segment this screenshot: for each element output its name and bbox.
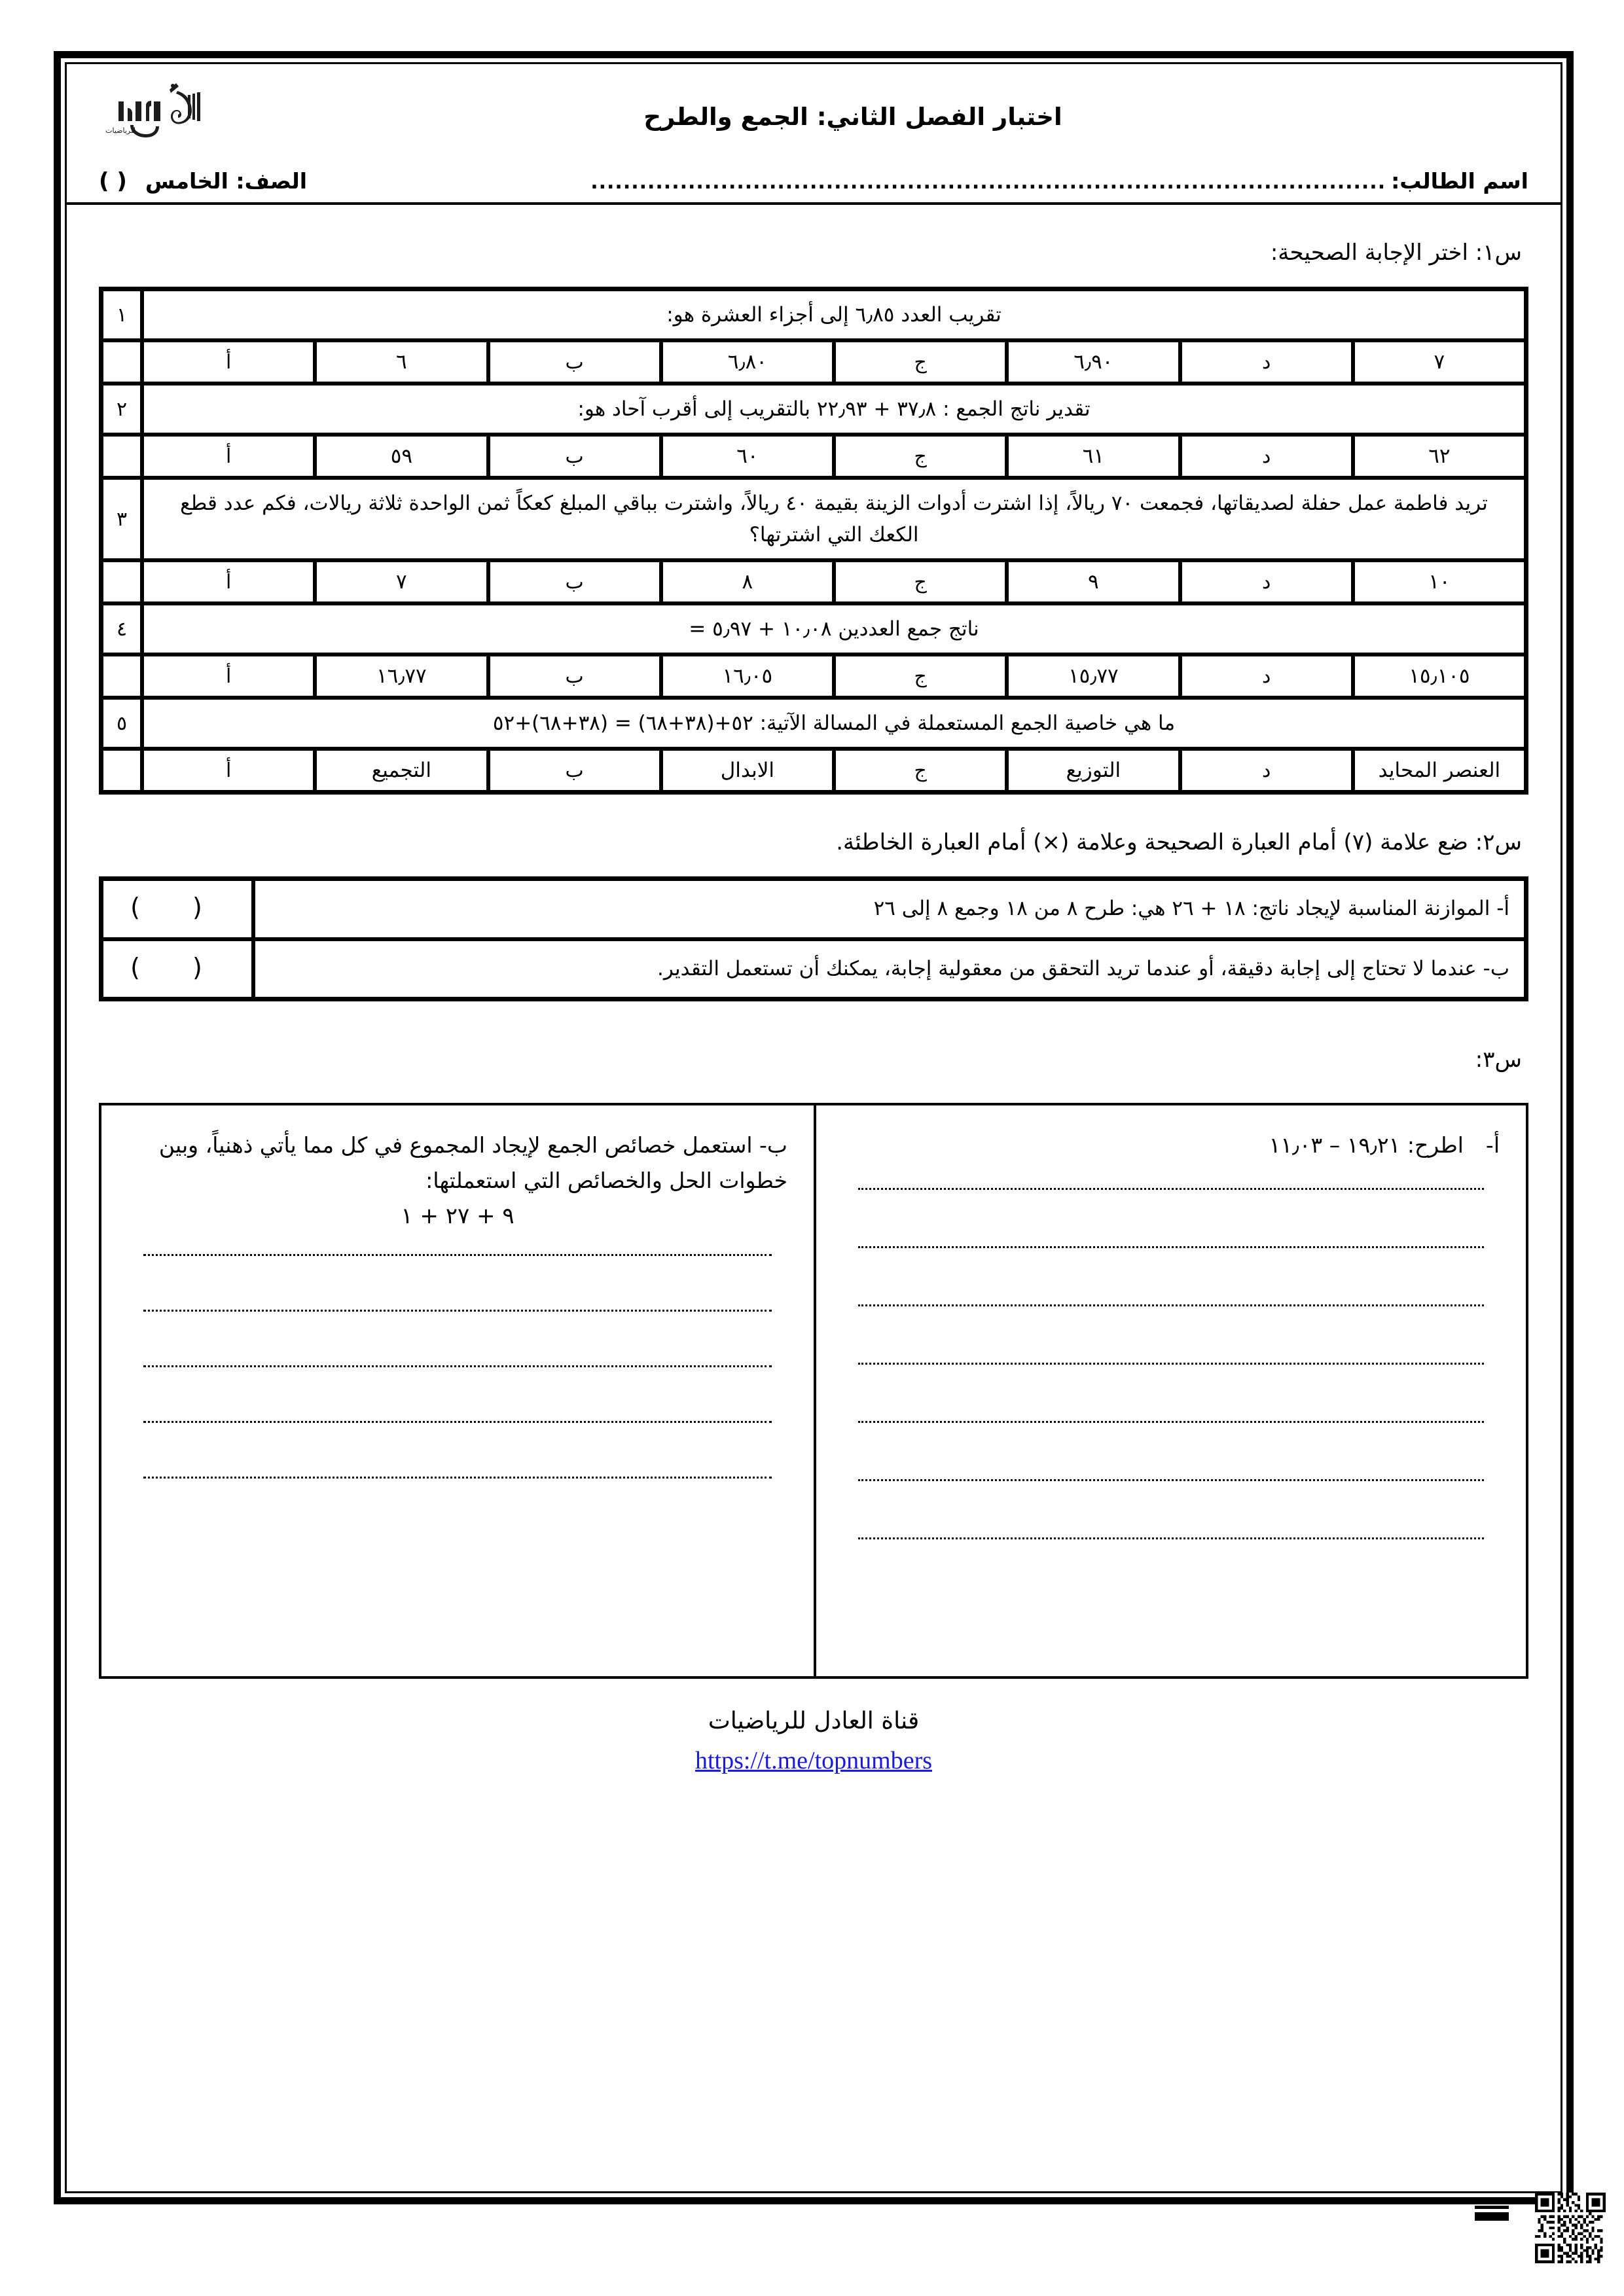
option-label-d: د (1180, 435, 1353, 478)
option-value-d[interactable]: العنصر المحايد (1353, 749, 1526, 792)
document-footer (99, 1708, 1528, 1775)
option-label-b: ب (488, 340, 661, 384)
part-a-heading (842, 1128, 1500, 1162)
option-label-c: ج (834, 655, 1007, 698)
telegram-channel-link[interactable]: https://t.me/topnumbers (695, 1747, 933, 1775)
qr-dash-marks (1475, 2206, 1509, 2221)
answer-line[interactable] (143, 1421, 772, 1423)
option-label-a: أ (142, 655, 315, 698)
option-label-d: د (1180, 560, 1353, 603)
option-value-a[interactable]: ١٦٫٧٧ (315, 655, 488, 698)
question-number: ١ (101, 289, 142, 340)
option-label-c: ج (834, 749, 1007, 792)
table-row (101, 749, 1526, 792)
question-3-part-b-panel (101, 1105, 814, 1676)
option-label-d: د (1180, 340, 1353, 384)
answer-line[interactable] (143, 1254, 772, 1256)
option-value-a[interactable]: ٦ (315, 340, 488, 384)
option-label-d: د (1180, 749, 1353, 792)
question-1-prompt: س١: اختر الإجابة الصحيحة: (1270, 240, 1522, 266)
page-body (65, 62, 1562, 2193)
question-2-prompt: س٢: ضع علامة (٧) أمام العبارة الصحيحة وعلامة (×) أمام العبارة الخاطئة. (836, 829, 1522, 856)
question-text: ما هي خاصية الجمع المستعملة في المسالة الآتية: ٥٢+(٣٨+٦٨) = (٣٨+٦٨)+٥٢ (142, 698, 1526, 749)
option-value-d[interactable]: ٦٢ (1353, 435, 1526, 478)
answer-line[interactable] (858, 1304, 1484, 1306)
part-a-text: اطرح: ١٩٫٢١ – ١١٫٠٣ (1269, 1132, 1464, 1158)
qr-code-area (1475, 2186, 1606, 2284)
document-header (99, 79, 1528, 166)
publisher-logo (99, 79, 209, 152)
option-value-b[interactable]: الابدال (661, 749, 834, 792)
option-value-d[interactable]: ٧ (1353, 340, 1526, 384)
table-row (101, 698, 1526, 749)
option-label-b: ب (488, 560, 661, 603)
option-value-d[interactable]: ١٥٫١٠٥ (1353, 655, 1526, 698)
table-row (101, 879, 1526, 939)
option-value-a[interactable]: التجميع (315, 749, 488, 792)
answer-line[interactable] (858, 1421, 1484, 1423)
option-label-a: أ (142, 749, 315, 792)
question-number: ٣ (101, 478, 142, 560)
table-row (101, 478, 1526, 560)
grade-label: الصف: الخامس (145, 168, 308, 194)
table-row (101, 603, 1526, 655)
answer-line[interactable] (143, 1365, 772, 1367)
question-3-prompt: س٣: (1475, 1047, 1522, 1073)
question-3-answer-grid (99, 1103, 1528, 1679)
answer-line[interactable] (858, 1188, 1484, 1190)
student-name-label: اسم الطالب: (1391, 168, 1528, 194)
option-value-a[interactable]: ٥٩ (315, 435, 488, 478)
answer-line[interactable] (143, 1477, 772, 1479)
question-2-table (99, 876, 1528, 1001)
question-text: تقريب العدد ٦٫٨٥ إلى أجزاء العشرة هو: (142, 289, 1526, 340)
part-a-answer-lines (842, 1188, 1500, 1539)
answer-line[interactable] (858, 1479, 1484, 1481)
part-b-answer-lines (128, 1254, 787, 1479)
answer-line[interactable] (858, 1246, 1484, 1248)
option-label-a: أ (142, 435, 315, 478)
answer-line[interactable] (858, 1537, 1484, 1539)
table-row (101, 384, 1526, 435)
answer-line[interactable] (858, 1363, 1484, 1365)
question-number-spacer (101, 340, 142, 384)
option-value-c[interactable]: ٦٫٩٠ (1007, 340, 1180, 384)
answer-line[interactable] (143, 1310, 772, 1312)
question-number-spacer (101, 655, 142, 698)
question-number: ٤ (101, 603, 142, 655)
statement-text: أ- الموازنة المناسبة لإيجاد ناتج: ١٨ + ٢٦ هي: طرح ٨ من ١٨ وجمع ٨ إلى ٢٦ (253, 879, 1526, 939)
student-name-dotted-fill[interactable]: .................................................................................................. (590, 171, 1386, 194)
option-label-d: د (1180, 655, 1353, 698)
question-number: ٢ (101, 384, 142, 435)
question-text: تريد فاطمة عمل حفلة لصديقاتها، فجمعت ٧٠ ريالاً، إذا اشترت أدوات الزينة بقيمة ٤٠ ريالاً، واشترت بباقي المبلغ كعكاً ثمن الواحدة ثلاثة ريالات، فكم عدد قطع الكعك التي اشترتها؟ (142, 478, 1526, 560)
channel-name: قناة العادل للرياضيات (708, 1708, 920, 1735)
table-row (101, 939, 1526, 999)
option-label-b: ب (488, 655, 661, 698)
option-value-b[interactable]: ٦٠ (661, 435, 834, 478)
option-label-c: ج (834, 560, 1007, 603)
option-value-a[interactable]: ٧ (315, 560, 488, 603)
option-value-b[interactable]: ٨ (661, 560, 834, 603)
page-title: اختبار الفصل الثاني: الجمع والطرح (643, 103, 1062, 131)
table-row (101, 655, 1526, 698)
option-value-d[interactable]: ١٠ (1353, 560, 1526, 603)
option-value-c[interactable]: ١٥٫٧٧ (1007, 655, 1180, 698)
answer-parentheses-field[interactable]: ( ) (101, 939, 253, 999)
option-value-b[interactable]: ١٦٫٠٥ (661, 655, 834, 698)
table-row (101, 289, 1526, 340)
question-3-part-a-panel (814, 1105, 1526, 1676)
part-b-text: ب- استعمل خصائص الجمع لإيجاد المجموع في كل مما يأتي ذهنياً، وبين خطوات الحل والخصائص التي استعملتها: (158, 1132, 787, 1193)
option-label-b: ب (488, 749, 661, 792)
qr-code-icon[interactable] (1535, 2193, 1606, 2263)
statement-text: ب- عندما لا تحتاج إلى إجابة دقيقة، أو عندما تريد التحقق من معقولية إجابة، يمكنك أن تستعمل التقدير. (253, 939, 1526, 999)
table-row (101, 560, 1526, 603)
part-a-lead-label: أ- (1485, 1132, 1500, 1158)
option-value-c[interactable]: ٩ (1007, 560, 1180, 603)
question-text: تقدير ناتج الجمع : ٣٧٫٨ + ٢٢٫٩٣ بالتقريب إلى أقرب آحاد هو: (142, 384, 1526, 435)
option-value-c[interactable]: ٦١ (1007, 435, 1180, 478)
question-number-spacer (101, 560, 142, 603)
header-divider (65, 202, 1562, 205)
question-text: ناتج جمع العددين ١٠٫٠٨ + ٥٫٩٧ = (142, 603, 1526, 655)
table-row (101, 435, 1526, 478)
option-label-c: ج (834, 340, 1007, 384)
answer-parentheses-field[interactable]: ( ) (101, 879, 253, 939)
option-value-c[interactable]: التوزيع (1007, 749, 1180, 792)
option-label-c: ج (834, 435, 1007, 478)
question-1-table (99, 287, 1528, 795)
question-number-spacer (101, 749, 142, 792)
question-number: ٥ (101, 698, 142, 749)
option-label-a: أ (142, 340, 315, 384)
page-frame (54, 51, 1574, 2204)
question-number-spacer (101, 435, 142, 478)
option-value-b[interactable]: ٦٫٨٠ (661, 340, 834, 384)
table-row (101, 340, 1526, 384)
svg-text:للرياضيات: للرياضيات (105, 126, 135, 135)
grade-section-field[interactable]: ( ) (99, 168, 127, 194)
student-info-line (99, 166, 1528, 194)
option-label-a: أ (142, 560, 315, 603)
part-b-expression: ٩ + ٢٧ + ١ (401, 1203, 514, 1230)
option-label-b: ب (488, 435, 661, 478)
